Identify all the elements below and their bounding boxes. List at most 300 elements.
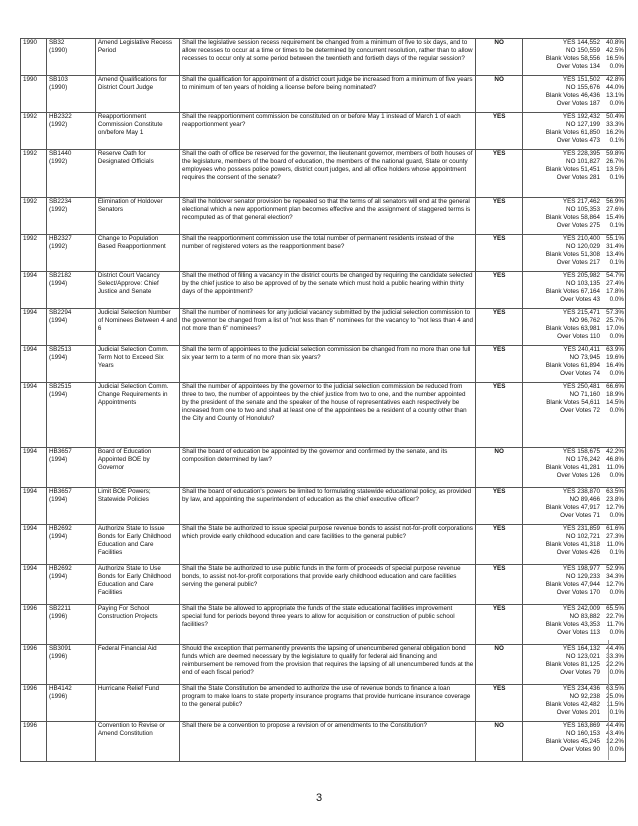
no-votes-line (523, 573, 625, 581)
measure-question: Shall the board of education's powers be limited to formulating statewide educational policy, as provided by law, and appointing the superintendent of education as the chief executive officer? (180, 488, 476, 525)
yes-votes: YES 158,675 (562, 448, 600, 455)
blank-votes-line (523, 701, 625, 709)
no-votes: NO 101,827 (566, 157, 600, 165)
yes-votes-percent: 61.6% (606, 525, 624, 532)
yes-votes-line (523, 198, 625, 206)
measure-question: Shall there be a convention to propose a revision of or amendments to the Constitution? (180, 722, 476, 762)
yes-votes-percent: 56.9% (606, 198, 624, 205)
measure-question: Shall the State be allowed to appropriate the funds of the state educational facilities improvement special fund for periods beyond three years to allow for acquisition or construction of public school facilities? (180, 605, 476, 645)
vote-tally (523, 346, 626, 383)
measure-bill (46, 39, 95, 76)
over-votes: Over Votes 201 (556, 708, 600, 716)
no-votes-percent: 23.8% (606, 495, 624, 503)
bill-session-year: (1994) (48, 316, 68, 324)
no-votes: NO 120,029 (566, 242, 600, 250)
yes-votes: YES 205,982 (562, 272, 600, 279)
measure-result: YES (476, 113, 523, 150)
no-votes-line (523, 730, 625, 738)
measure-year: 1992 (21, 198, 47, 235)
measure-year: 1994 (21, 565, 47, 605)
blank-votes-line (523, 288, 625, 296)
blank-votes-line (523, 738, 625, 746)
over-votes: Over Votes 170 (556, 588, 600, 596)
over-votes-line (523, 746, 625, 754)
measure-row (21, 722, 626, 762)
no-votes-percent: 25.7% (606, 316, 624, 324)
bill-number: SB2513 (48, 346, 72, 353)
blank-votes: Blank Votes 47,917 (545, 503, 600, 511)
over-votes-line (523, 512, 625, 520)
measure-result: NO (476, 76, 523, 113)
bill-number: SB2294 (48, 309, 72, 316)
measure-year: 1996 (21, 685, 47, 722)
no-votes: NO 96,762 (569, 316, 600, 324)
over-votes-percent: 0.1% (609, 173, 624, 181)
no-votes-line (523, 533, 625, 541)
blank-votes-percent: 11.0% (606, 540, 624, 548)
measure-title: Authorize State to Use Bonds for Early Childhood Education and Care Facilities (95, 565, 179, 605)
over-votes-percent: 0.0% (609, 369, 624, 377)
yes-votes-line (523, 150, 625, 158)
yes-votes-line (523, 235, 625, 243)
measure-bill (46, 76, 95, 113)
over-votes-line (523, 222, 625, 230)
over-votes-percent: 0.0% (609, 99, 624, 107)
measure-year: 1990 (21, 76, 47, 113)
yes-votes: YES 231,859 (562, 525, 600, 532)
measure-question: Shall the legislative session recess requirement be changed from a minimum of five to six days, and to allow recesses to occur at a time or times to be determined by concurrent resolution, rather than to allow recesses to occur only at some period between the twentieth and fortieth days of the regular session? (180, 39, 476, 76)
vote-tally (523, 272, 626, 309)
vote-tally (523, 150, 626, 198)
no-votes: NO 129,233 (566, 572, 600, 580)
over-votes-percent: 0.0% (609, 406, 624, 414)
blank-votes-line (523, 621, 625, 629)
measure-result: YES (476, 235, 523, 272)
measure-title: Hurricane Relief Fund (95, 685, 179, 722)
measure-bill (46, 198, 95, 235)
measure-year: 1994 (21, 272, 47, 309)
yes-votes-percent: 42.2% (606, 448, 624, 455)
blank-votes-line (523, 129, 625, 137)
measure-title: Convention to Revise or Amend Constitution (95, 722, 179, 762)
measure-bill (46, 235, 95, 272)
no-votes-percent: 42.5% (606, 46, 624, 54)
yes-votes: YES 163,869 (562, 722, 600, 729)
blank-votes-percent: 22.2% (606, 660, 624, 668)
blank-votes-percent: 15.4% (606, 213, 624, 221)
measure-result: YES (476, 150, 523, 198)
blank-votes: Blank Votes 58,864 (545, 213, 600, 221)
over-votes-percent: 0.1% (609, 258, 624, 266)
measure-title: Judicial Selection Comm. Change Requirements in Appointments (95, 383, 179, 448)
blank-votes-line (523, 504, 625, 512)
no-votes-percent: 34.3% (606, 572, 624, 580)
measure-bill (46, 383, 95, 448)
no-votes: NO 83,882 (569, 612, 600, 620)
measure-question: Shall the number of appointees by the governor to the judicial selection commission be reduced from three to two, the number of appointees by the chief justice from two to one, and the number appointed by the president of the senate and the speaker of the house of representatives each respectively be increased from one to two and shall at least one of the appointees be a resident of a county other than the City and County of Honolulu? (180, 383, 476, 448)
over-votes-percent: 0.0% (609, 745, 624, 753)
bill-session-year: (1992) (48, 242, 68, 250)
blank-votes-percent: 12.7% (606, 503, 624, 511)
blank-votes: Blank Votes 47,944 (545, 580, 600, 588)
vote-tally (523, 198, 626, 235)
over-votes-percent: 0.0% (609, 628, 624, 636)
blank-votes-line (523, 325, 625, 333)
page-number: 3 (315, 792, 323, 804)
no-votes: NO 150,559 (566, 46, 600, 54)
over-votes: Over Votes 43 (560, 295, 600, 303)
measure-year: 1996 (21, 645, 47, 685)
margin-rule (608, 640, 609, 760)
no-votes-percent: 18.9% (606, 390, 624, 398)
measure-bill (46, 150, 95, 198)
over-votes-line (523, 63, 625, 71)
measure-result: NO (476, 645, 523, 685)
over-votes: Over Votes 113 (557, 628, 600, 636)
measure-bill (46, 488, 95, 525)
no-votes-line (523, 456, 625, 464)
bill-session-year: (1992) (48, 120, 68, 128)
vote-tally (523, 605, 626, 645)
blank-votes-percent: 14.5% (606, 398, 624, 406)
bill-session-year: (1994) (48, 390, 68, 398)
ballot-measures-body (21, 39, 626, 762)
bill-number: HB2692 (48, 565, 72, 572)
yes-votes-percent: 40.8% (606, 39, 624, 46)
yes-votes-percent: 42.8% (606, 76, 624, 83)
measure-year: 1994 (21, 525, 47, 565)
no-votes-line (523, 280, 625, 288)
measure-row (21, 113, 626, 150)
no-votes-line (523, 121, 625, 129)
bill-number: HB2692 (48, 525, 72, 532)
yes-votes-line (523, 605, 625, 613)
bill-number: HB3657 (48, 488, 72, 495)
bill-session-year: (1994) (48, 532, 68, 540)
measure-row (21, 76, 626, 113)
over-votes-line (523, 407, 625, 415)
measure-result: YES (476, 309, 523, 346)
bill-number: HB2327 (48, 235, 72, 242)
yes-votes: YES 164,132 (562, 645, 600, 652)
no-votes-percent: 27.4% (606, 279, 624, 287)
over-votes-line (523, 709, 625, 717)
yes-votes: YES 242,009 (562, 605, 600, 612)
measure-year: 1994 (21, 448, 47, 488)
measure-result: YES (476, 488, 523, 525)
over-votes-line (523, 549, 625, 557)
yes-votes-percent: 54.7% (606, 272, 624, 279)
yes-votes: YES 198,977 (562, 565, 600, 572)
blank-votes-line (523, 214, 625, 222)
measure-question: Shall the reapportionment commission use the total number of permanent residents instead of the number of registered voters as the reapportionment base? (180, 235, 476, 272)
measure-title: Judicial Selection Number of Nominees Between 4 and 6 (95, 309, 179, 346)
yes-votes-percent: 57.3% (606, 309, 624, 316)
yes-votes-line (523, 383, 625, 391)
over-votes: Over Votes 110 (557, 332, 600, 340)
measure-question: Shall the holdover senator provision be repealed so that the terms of all senators will end at the general electional which a new apportionment plan becomes effective and the assignment of staggered terms is recomputed as of that general election? (180, 198, 476, 235)
vote-tally (523, 488, 626, 525)
over-votes-line (523, 669, 625, 677)
bill-session-year: (1992) (48, 205, 68, 213)
bill-number: SB3091 (48, 645, 72, 652)
yes-votes-percent: 59.8% (606, 150, 624, 157)
no-votes-percent: 25.0% (606, 692, 624, 700)
blank-votes-percent: 17.8% (606, 287, 624, 295)
over-votes-line (523, 472, 625, 480)
over-votes-line (523, 296, 625, 304)
yes-votes-line (523, 76, 625, 84)
no-votes-percent: 31.4% (606, 242, 624, 250)
measure-row (21, 272, 626, 309)
vote-tally (523, 113, 626, 150)
measure-title: Elimination of Holdover Senators (95, 198, 179, 235)
measure-result: YES (476, 525, 523, 565)
over-votes: Over Votes 72 (560, 406, 600, 414)
yes-votes: YES 151,502 (562, 76, 600, 83)
no-votes-line (523, 613, 625, 621)
over-votes-line (523, 589, 625, 597)
measure-bill (46, 525, 95, 565)
measure-question: Shall the State be authorized to use public funds in the form of proceeds of special purpose revenue bonds, to assist not-for-profit corporations that provide early childhood education and care facilities serving the general public? (180, 565, 476, 605)
blank-votes: Blank Votes 45,245 (545, 737, 600, 745)
measure-question: Shall the State Constitution be amended to authorize the use of revenue bonds to finance a loan program to make loans to state property insurance programs that provide hurricane insurance coverage to the general public? (180, 685, 476, 722)
vote-tally (523, 383, 626, 448)
measure-year: 1994 (21, 488, 47, 525)
over-votes: Over Votes 187 (556, 99, 600, 107)
bill-session-year: (1996) (48, 652, 68, 660)
blank-votes: Blank Votes 43,353 (545, 620, 600, 628)
measure-result: NO (476, 39, 523, 76)
yes-votes: YES 240,411 (563, 346, 600, 353)
yes-votes-line (523, 525, 625, 533)
no-votes: NO 73,945 (569, 353, 600, 361)
measure-title: District Court Vacancy Select/Approve: Chief Justice and Senate (95, 272, 179, 309)
vote-tally (523, 235, 626, 272)
yes-votes-line (523, 565, 625, 573)
blank-votes-line (523, 92, 625, 100)
over-votes: Over Votes 473 (556, 136, 600, 144)
bill-session-year: (1994) (48, 495, 68, 503)
measure-question: Shall the method of filling a vacancy in the district courts be changed by requiring the candidate selected by the chief justice to also be approved of by the senate which must hold a public hearing within thirty days of the appointment? (180, 272, 476, 309)
over-votes-line (523, 629, 625, 637)
vote-tally (523, 645, 626, 685)
over-votes-percent: 0.0% (609, 471, 624, 479)
no-votes: NO 92,238 (569, 692, 600, 700)
blank-votes-line (523, 399, 625, 407)
measure-row (21, 685, 626, 722)
blank-votes-line (523, 362, 625, 370)
no-votes: NO 155,676 (566, 83, 600, 91)
yes-votes: YES 228,395 (562, 150, 600, 157)
no-votes: NO 102,721 (566, 532, 600, 540)
blank-votes: Blank Votes 81,125 (545, 660, 600, 668)
measure-title: Board of Education Appointed BOE by Governor (95, 448, 179, 488)
measure-result: YES (476, 198, 523, 235)
measure-question: Shall the term of appointees to the judicial selection commission be changed from no more than one full six year term to a term of no more than six years? (180, 346, 476, 383)
blank-votes: Blank Votes 61,850 (545, 128, 600, 136)
yes-votes-line (523, 722, 625, 730)
blank-votes-percent: 12.2% (606, 737, 624, 745)
blank-votes: Blank Votes 63,981 (545, 324, 600, 332)
blank-votes-percent: 13.1% (606, 91, 624, 99)
no-votes-percent: 44.0% (606, 83, 624, 91)
measure-result: YES (476, 565, 523, 605)
measure-year: 1994 (21, 309, 47, 346)
measure-bill (46, 565, 95, 605)
measure-title: Federal Financial Aid (95, 645, 179, 685)
over-votes: Over Votes 71 (560, 511, 600, 519)
over-votes-percent: 0.0% (609, 511, 624, 519)
blank-votes: Blank Votes 61,894 (545, 361, 600, 369)
blank-votes-line (523, 541, 625, 549)
yes-votes-percent: 55.1% (606, 235, 624, 242)
no-votes-percent: 33.3% (606, 120, 624, 128)
blank-votes-percent: 16.4% (606, 361, 624, 369)
over-votes: Over Votes 281 (556, 173, 600, 181)
measure-bill (46, 272, 95, 309)
measure-bill (46, 645, 95, 685)
yes-votes-line (523, 113, 625, 121)
bill-session-year: (1992) (48, 157, 68, 165)
over-votes: Over Votes 74 (560, 369, 600, 377)
measure-question: Shall the State be authorized to issue special purpose revenue bonds to assist not-for-profit corporations which provide early childhood education and care facilities to the general public? (180, 525, 476, 565)
no-votes-percent: 46.8% (606, 455, 624, 463)
bill-session-year: (1990) (48, 46, 68, 54)
over-votes-percent: 0.0% (609, 62, 624, 70)
measure-bill (46, 722, 95, 762)
blank-votes-line (523, 464, 625, 472)
yes-votes-percent: 66.6% (606, 383, 624, 390)
blank-votes: Blank Votes 51,451 (545, 165, 600, 173)
measures-document (20, 38, 626, 762)
vote-tally (523, 525, 626, 565)
measure-row (21, 39, 626, 76)
bill-session-year: (1996) (48, 612, 68, 620)
over-votes-percent: 0.1% (609, 548, 624, 556)
blank-votes-line (523, 581, 625, 589)
blank-votes-percent: 16.5% (606, 54, 624, 62)
blank-votes: Blank Votes 67,164 (545, 287, 600, 295)
measure-result: NO (476, 722, 523, 762)
no-votes-percent: 22.7% (606, 612, 624, 620)
bill-session-year: (1994) (48, 455, 68, 463)
measure-title: Reapportionment Commission Constitute on/before May 1 (95, 113, 179, 150)
yes-votes-line (523, 309, 625, 317)
blank-votes: Blank Votes 41,318 (545, 540, 600, 548)
blank-votes-percent: 11.7% (606, 620, 624, 628)
no-votes-line (523, 653, 625, 661)
measure-result: YES (476, 272, 523, 309)
yes-votes-percent: 50.4% (606, 113, 624, 120)
blank-votes: Blank Votes 58,556 (545, 54, 600, 62)
over-votes-percent: 0.1% (609, 136, 624, 144)
vote-tally (523, 685, 626, 722)
yes-votes-line (523, 39, 625, 47)
blank-votes: Blank Votes 54,611 (546, 398, 600, 406)
no-votes: NO 127,199 (566, 120, 600, 128)
blank-votes-percent: 16.2% (606, 128, 624, 136)
measure-question: Should the exception that permanently prevents the lapsing of unencumbered general obligation bond funds which are deemed necessary by the legislature to qualify for federal aid financing and reimbursement be removed from the provision that requires the lapsing of all unencumbered funds at the end of each fiscal period? (180, 645, 476, 685)
measure-row (21, 150, 626, 198)
over-votes: Over Votes 275 (556, 221, 600, 229)
measure-row (21, 235, 626, 272)
yes-votes-line (523, 346, 625, 354)
no-votes-percent: 26.7% (606, 157, 624, 165)
no-votes-percent: 19.6% (606, 353, 624, 361)
over-votes-line (523, 259, 625, 267)
measure-title: Paying For School Construction Projects (95, 605, 179, 645)
bill-number: SB2182 (48, 272, 72, 279)
measure-result: YES (476, 605, 523, 645)
no-votes-line (523, 243, 625, 251)
measure-bill (46, 309, 95, 346)
over-votes: Over Votes 90 (560, 745, 600, 753)
bill-number: SB2234 (48, 198, 72, 205)
measure-row (21, 565, 626, 605)
no-votes-line (523, 158, 625, 166)
bill-number: SB1440 (48, 150, 72, 157)
measure-title: Judicial Selection Comm. Term Not to Exceed Six Years (95, 346, 179, 383)
yes-votes-percent: 63.5% (606, 488, 624, 495)
no-votes-percent: 27.3% (606, 532, 624, 540)
measure-title: Amend Qualifications for District Court Judge (95, 76, 179, 113)
yes-votes: YES 215,471 (562, 309, 600, 316)
no-votes-percent: 27.6% (606, 205, 624, 213)
measure-result: YES (476, 685, 523, 722)
vote-tally (523, 565, 626, 605)
measure-title: Authorize State to Issue Bonds for Early Childhood Education and Care Facilities (95, 525, 179, 565)
vote-tally (523, 722, 626, 762)
measure-row (21, 605, 626, 645)
blank-votes-percent: 11.5% (606, 700, 624, 708)
measure-bill (46, 346, 95, 383)
bill-number: SB2211 (48, 605, 71, 612)
blank-votes-percent: 12.7% (606, 580, 624, 588)
yes-votes-line (523, 488, 625, 496)
over-votes-percent: 0.0% (609, 295, 624, 303)
blank-votes-line (523, 166, 625, 174)
blank-votes: Blank Votes 51,308 (545, 250, 600, 258)
yes-votes: YES 192,432 (562, 113, 600, 120)
measure-row (21, 645, 626, 685)
vote-tally (523, 76, 626, 113)
yes-votes-percent: 52.9% (606, 565, 624, 572)
measure-title: Reserve Oath for Designated Officials (95, 150, 179, 198)
measure-title: Change to Population Based Reapportionment (95, 235, 179, 272)
measure-row (21, 448, 626, 488)
over-votes-percent: 0.0% (609, 668, 624, 676)
over-votes-percent: 0.1% (609, 708, 624, 716)
measure-bill (46, 685, 95, 722)
measure-bill (46, 113, 95, 150)
measure-result: NO (476, 448, 523, 488)
measure-year: 1990 (21, 39, 47, 76)
over-votes-line (523, 174, 625, 182)
yes-votes-line (523, 645, 625, 653)
bill-number: HB2322 (48, 113, 72, 120)
over-votes: Over Votes 126 (556, 471, 600, 479)
measure-title: Amend Legislative Recess Period (95, 39, 179, 76)
bill-number: SB32 (48, 39, 65, 46)
bill-session-year: (1994) (48, 279, 68, 287)
bill-session-year: (1996) (48, 692, 68, 700)
yes-votes-percent: 44.4% (606, 645, 624, 652)
blank-votes-line (523, 251, 625, 259)
blank-votes: Blank Votes 41,281 (545, 463, 600, 471)
no-votes-percent: 33.3% (606, 652, 624, 660)
no-votes-line (523, 354, 625, 362)
